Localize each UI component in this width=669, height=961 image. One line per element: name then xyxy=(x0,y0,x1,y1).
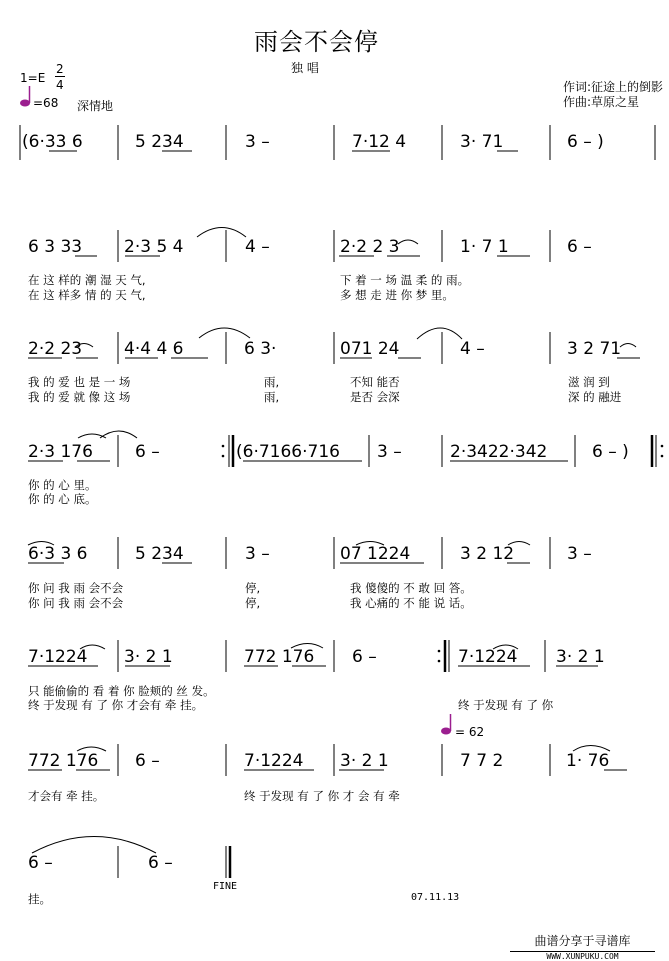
measure: 4·4 4 6 xyxy=(124,339,184,359)
measure: 2·3422·342 xyxy=(450,442,548,462)
performance-type: 独 唱 xyxy=(291,61,319,75)
measure: 6 3· xyxy=(244,339,277,359)
lyric-line: 多 想 走 进 你 梦 里。 xyxy=(340,288,454,302)
measure: 3· 71 xyxy=(460,132,504,152)
lyric-line: 我 傻傻的 不 敢 回 答。 xyxy=(350,581,472,595)
lyric-line: 深 的 融进 xyxy=(568,390,622,404)
tempo-marking: =68 xyxy=(33,96,59,110)
measure: 772 176 xyxy=(244,647,315,667)
measure: 071 24 xyxy=(340,339,400,359)
measure: 7·1224 xyxy=(458,647,518,667)
lyric-line: 终 于发现 有 了 你 才 会 有 牵 xyxy=(244,789,400,803)
measure: 4 – xyxy=(245,237,270,257)
lyric-line: 你 问 我 雨 会不会 xyxy=(28,596,124,610)
lyric-line: 是否 会深 xyxy=(350,390,400,404)
lyric-line: 停, xyxy=(245,581,261,595)
measure: 2·3 5 4 xyxy=(124,237,184,257)
measure: 6 – xyxy=(567,237,592,257)
lyric-line: 在 这 样的 潮 湿 天 气, xyxy=(28,273,146,287)
measure: 3· 2 1 xyxy=(340,751,389,771)
lyric-line: 你 的 心 底。 xyxy=(28,492,97,506)
measure: 3 – xyxy=(377,442,402,462)
watermark-line1: 曲谱分享于寻谱库 xyxy=(534,934,631,948)
watermark-url: WWW.XUNPUKU.COM xyxy=(546,952,619,961)
measure: 772 176 xyxy=(28,751,99,771)
fine-marking: FINE xyxy=(213,881,238,892)
measure: 6·3 3 6 xyxy=(28,544,88,564)
quarter-note-icon xyxy=(20,86,30,107)
lyric-line: 挂。 xyxy=(28,892,51,906)
lyric-line: 雨, xyxy=(264,390,280,404)
measure: 5 234 xyxy=(135,544,184,564)
lyric-line: 滋 润 到 xyxy=(568,375,610,389)
lyric-line: 才会有 牵 挂。 xyxy=(28,789,105,803)
measure: 3 2 71 xyxy=(567,339,622,359)
lyric-line: 停, xyxy=(245,596,261,610)
lyricist-credit: 作词:征途上的倒影 xyxy=(563,80,664,94)
lyric-line: 终 于发现 有 了 你 才会有 牵 挂。 xyxy=(28,698,204,712)
time-signature-bottom: 4 xyxy=(56,78,64,92)
lyric-line: 雨, xyxy=(264,375,280,389)
measure: 7 7 2 xyxy=(460,751,504,771)
lyric-line: 你 问 我 雨 会不会 xyxy=(28,581,124,595)
lyric-line: 只 能偷偷的 看 着 你 脸颊的 丝 发。 xyxy=(28,684,215,698)
date-stamp: 07.11.13 xyxy=(411,892,460,903)
lyric-line: 我 的 爱 也 是 一 场 xyxy=(28,375,131,389)
key-signature: 1=E xyxy=(20,71,46,85)
lyric-line: 下 着 一 场 温 柔 的 雨。 xyxy=(340,273,470,287)
lyric-line: 终 于发现 有 了 你 xyxy=(458,698,554,712)
measure: 7·1224 xyxy=(244,751,304,771)
measure: 6 – ) xyxy=(592,442,629,462)
measure: 6 – xyxy=(148,853,173,873)
measure: 4 – xyxy=(460,339,485,359)
measure: 3 2 12 xyxy=(460,544,515,564)
song-title: 雨会不会停 xyxy=(254,28,379,56)
quarter-note-icon-2 xyxy=(441,714,451,735)
measure: (6·33 6 xyxy=(22,132,83,152)
measure: 6 – xyxy=(28,853,53,873)
measure: 6 – ) xyxy=(567,132,604,152)
measure: 2·3 176 xyxy=(28,442,93,462)
measure: 3 – xyxy=(245,132,270,152)
measure: 7·12 4 xyxy=(352,132,407,152)
measure: 1· 76 xyxy=(566,751,610,771)
measure: 6 3 33 xyxy=(28,237,83,257)
measure: (6·7166·716 xyxy=(236,442,340,462)
measure: 2·2 23 xyxy=(28,339,83,359)
lyric-line: 在 这 样多 情 的 天 气, xyxy=(28,288,146,302)
lyric-line: 不知 能否 xyxy=(350,375,400,389)
lyric-line: 我 心痛的 不 能 说 话。 xyxy=(350,596,472,610)
time-signature-top: 2 xyxy=(56,62,64,76)
measure: 6 – xyxy=(135,751,160,771)
site-watermark xyxy=(510,932,655,961)
measure: 2·2 2 3 xyxy=(340,237,400,257)
measure: 3· 2 1 xyxy=(556,647,605,667)
measure: 1· 7 1 xyxy=(460,237,509,257)
lyric-line: 你 的 心 里。 xyxy=(28,478,97,492)
composer-credit: 作曲:草原之星 xyxy=(563,95,640,109)
lyric-line: 我 的 爱 就 像 这 场 xyxy=(28,390,131,404)
measure: 6 – xyxy=(135,442,160,462)
measure: 5 234 xyxy=(135,132,184,152)
tempo-change-marking: = 62 xyxy=(455,725,485,739)
measure: 3 – xyxy=(567,544,592,564)
expression-marking: 深情地 xyxy=(77,99,114,113)
measure: 3 – xyxy=(245,544,270,564)
measure: 6 – xyxy=(352,647,377,667)
measure: 07 1224 xyxy=(340,544,411,564)
measure: 7·1224 xyxy=(28,647,88,667)
measure: 3· 2 1 xyxy=(124,647,173,667)
